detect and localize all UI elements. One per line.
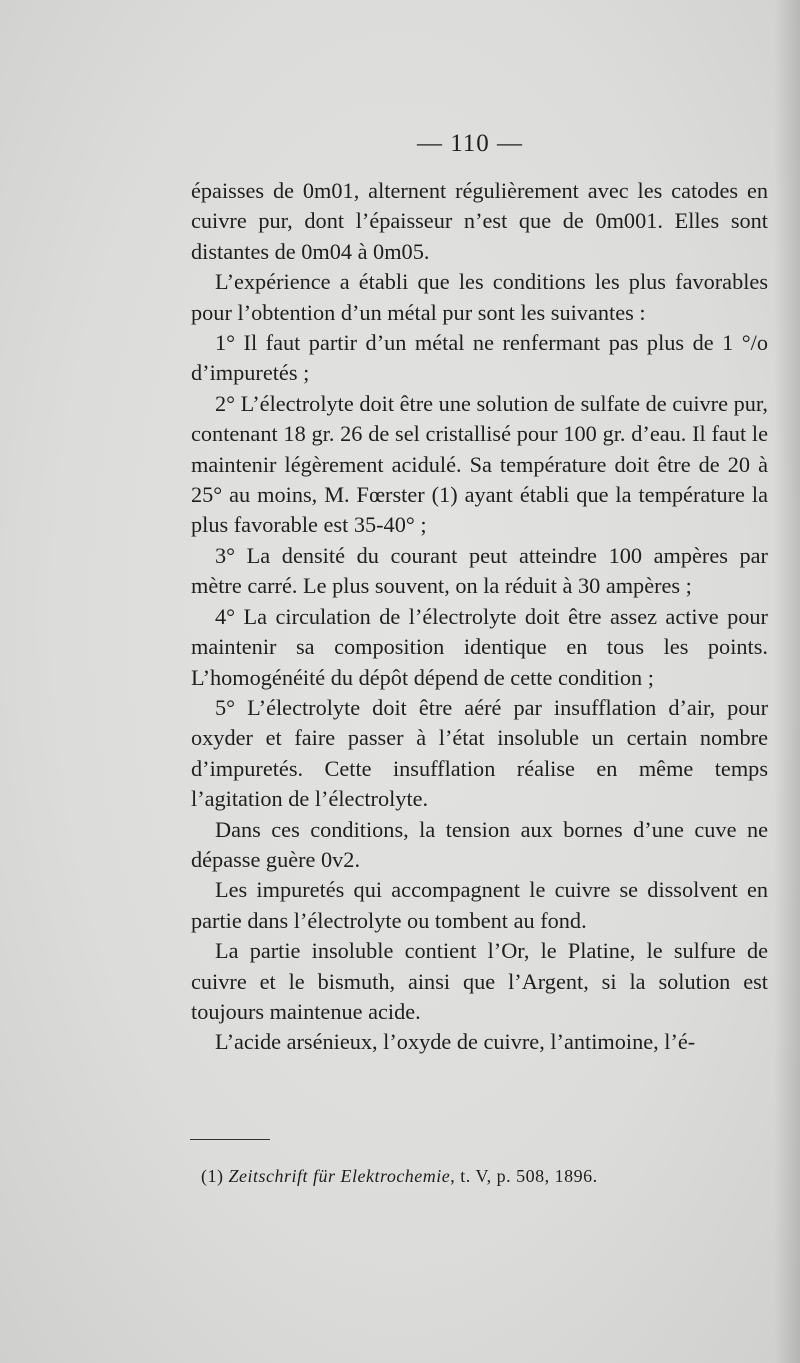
paragraph: 4° La circulation de l’électrolyte doit être assez active pour maintenir sa composition identique en tous les points. L’homogénéité du dépôt dépend de cette condition ; (191, 603, 768, 690)
footnote-details: , t. V, p. 508, 1896. (450, 1166, 598, 1186)
paragraph: 3° La densité du courant peut atteindre 100 ampères par mètre carré. Le plus souvent, on la réduit à 30 ampères ; (191, 542, 768, 599)
footnote-journal: Zeitschrift für Elektrochemie (228, 1166, 451, 1186)
paragraph: L’acide arsénieux, l’oxyde de cuivre, l’antimoine, l’é- (215, 1029, 696, 1055)
paragraph: 1° Il faut partir d’un métal ne renfermant pas plus de 1 °/o d’impuretés ; (191, 330, 768, 386)
paragraph: épaisses de 0m01, alternent régulièrement avec les catodes en cuivre pur, dont l’épaisseur n’est que de 0m001. Elles sont distantes de 0m04 à 0m05. (191, 178, 768, 264)
page-edge-shadow (774, 0, 800, 1363)
paragraph: La partie insoluble contient l’Or, le Platine, le sulfure de cuivre et le bismuth, ainsi que l’Argent, si la solution est toujours maintenue acide. (191, 938, 768, 1024)
footnote (201, 1166, 761, 1187)
paragraph: 2° L’électrolyte doit être une solution de sulfate de cuivre pur, contenant 18 gr. 26 de sel cristallisé pour 100 gr. d’eau. Il faut le maintenir légèrement acidulé. Sa température doit être de 20 à 25° au moins, M. Fœrster (1) ayant établi que la température la plus favorable est 35-40° ; (191, 390, 768, 538)
footnote-divider (190, 1139, 270, 1140)
body-text (191, 176, 768, 1058)
paragraph: L’expérience a établi que les conditions les plus favorables pour l’obtention d’un métal pur sont les suivantes : (191, 269, 768, 325)
page-number: — 110 — (416, 130, 524, 157)
paragraph: Dans ces conditions, la tension aux bornes d’une cuve ne dépasse guère 0v2. (191, 816, 768, 872)
paragraph: Les impuretés qui accompagnent le cuivre se dissolvent en partie dans l’électrolyte ou tombent au fond. (191, 877, 768, 933)
footnote-marker: (1) (201, 1166, 224, 1186)
paragraph: 5° L’électrolyte doit être aéré par insufflation d’air, pour oxyder et faire passer à l’état insoluble un certain nombre d’impuretés. Cette insufflation réalise en même temps l’agitation de l’électrolyte. (191, 694, 768, 812)
